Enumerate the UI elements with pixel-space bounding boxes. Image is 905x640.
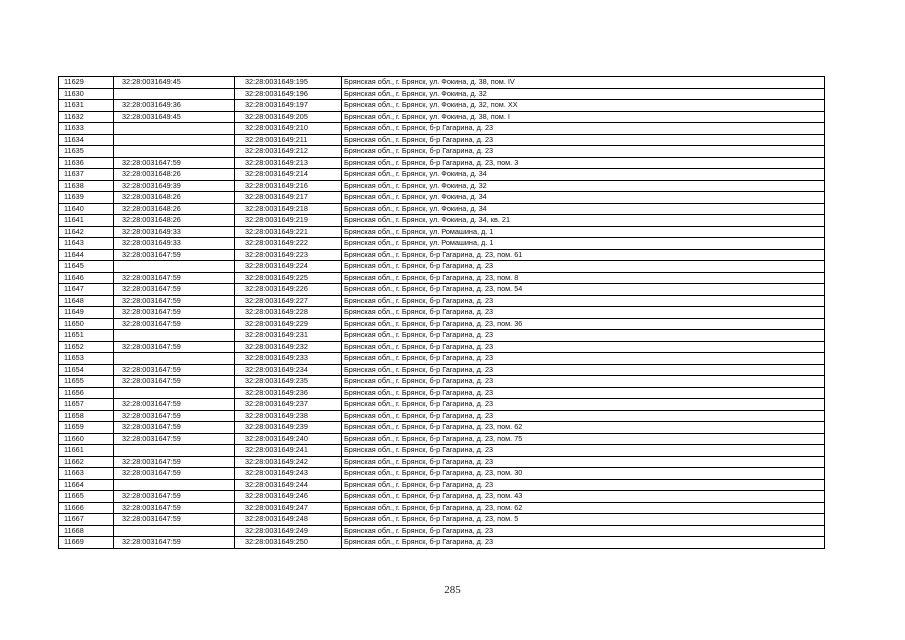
table-row — [59, 203, 825, 215]
previous-cadastral-number-cell: 32:28:0031647:59 — [114, 433, 235, 445]
row-number-cell: 11667 — [59, 514, 114, 526]
address-cell: Брянская обл., г. Брянск, б-р Гагарина, д. 23, пом. 54 — [342, 284, 825, 296]
row-number-cell: 11635 — [59, 146, 114, 158]
previous-cadastral-number-cell: 32:28:0031647:59 — [114, 502, 235, 514]
cadastral-number-cell: 32:28:0031649:234 — [235, 364, 342, 376]
previous-cadastral-number-cell: 32:28:0031647:59 — [114, 410, 235, 422]
row-number-cell: 11662 — [59, 456, 114, 468]
page-number: 285 — [444, 584, 461, 596]
cadastral-number-cell: 32:28:0031649:239 — [235, 422, 342, 434]
table-row — [59, 456, 825, 468]
table-row — [59, 387, 825, 399]
cadastral-number-cell: 32:28:0031649:211 — [235, 134, 342, 146]
cadastral-number-cell: 32:28:0031649:231 — [235, 330, 342, 342]
row-number-cell: 11647 — [59, 284, 114, 296]
row-number-cell: 11631 — [59, 100, 114, 112]
previous-cadastral-number-cell: 32:28:0031647:59 — [114, 514, 235, 526]
registry-table — [58, 76, 825, 549]
table-row — [59, 364, 825, 376]
address-cell: Брянская обл., г. Брянск, б-р Гагарина, д. 23 — [342, 307, 825, 319]
previous-cadastral-number-cell: 32:28:0031647:59 — [114, 249, 235, 261]
cadastral-number-cell: 32:28:0031649:249 — [235, 525, 342, 537]
address-cell: Брянская обл., г. Брянск, б-р Гагарина, д. 23, пом. 8 — [342, 272, 825, 284]
cadastral-number-cell: 32:28:0031649:225 — [235, 272, 342, 284]
cadastral-number-cell: 32:28:0031649:248 — [235, 514, 342, 526]
previous-cadastral-number-cell: 32:28:0031647:59 — [114, 307, 235, 319]
previous-cadastral-number-cell: 32:28:0031648:26 — [114, 169, 235, 181]
cadastral-number-cell: 32:28:0031649:240 — [235, 433, 342, 445]
row-number-cell: 11643 — [59, 238, 114, 250]
previous-cadastral-number-cell: 32:28:0031649:39 — [114, 180, 235, 192]
address-cell: Брянская обл., г. Брянск, ул. Ромашина, д. 1 — [342, 226, 825, 238]
previous-cadastral-number-cell: 32:28:0031647:59 — [114, 456, 235, 468]
row-number-cell: 11645 — [59, 261, 114, 273]
address-cell: Брянская обл., г. Брянск, б-р Гагарина, д. 23 — [342, 261, 825, 273]
row-number-cell: 11663 — [59, 468, 114, 480]
address-cell: Брянская обл., г. Брянск, б-р Гагарина, д. 23 — [342, 134, 825, 146]
address-cell: Брянская обл., г. Брянск, б-р Гагарина, д. 23 — [342, 341, 825, 353]
address-cell: Брянская обл., г. Брянск, ул. Фокина, д. 38, пом. I — [342, 111, 825, 123]
address-cell: Брянская обл., г. Брянск, б-р Гагарина, д. 23 — [342, 295, 825, 307]
cadastral-number-cell: 32:28:0031649:219 — [235, 215, 342, 227]
previous-cadastral-number-cell — [114, 387, 235, 399]
cadastral-number-cell: 32:28:0031649:224 — [235, 261, 342, 273]
row-number-cell: 11653 — [59, 353, 114, 365]
address-cell: Брянская обл., г. Брянск, б-р Гагарина, д. 23 — [342, 525, 825, 537]
address-cell: Брянская обл., г. Брянск, б-р Гагарина, д. 23 — [342, 456, 825, 468]
cadastral-number-cell: 32:28:0031649:214 — [235, 169, 342, 181]
address-cell: Брянская обл., г. Брянск, б-р Гагарина, д. 23 — [342, 364, 825, 376]
cadastral-number-cell: 32:28:0031649:213 — [235, 157, 342, 169]
cadastral-number-cell: 32:28:0031649:247 — [235, 502, 342, 514]
cadastral-number-cell: 32:28:0031649:216 — [235, 180, 342, 192]
address-cell: Брянская обл., г. Брянск, б-р Гагарина, д. 23, пом. 62 — [342, 502, 825, 514]
table-row — [59, 180, 825, 192]
address-cell: Брянская обл., г. Брянск, б-р Гагарина, д. 23 — [342, 410, 825, 422]
address-cell: Брянская обл., г. Брянск, б-р Гагарина, д. 23, пом. 62 — [342, 422, 825, 434]
cadastral-number-cell: 32:28:0031649:246 — [235, 491, 342, 503]
address-cell: Брянская обл., г. Брянск, б-р Гагарина, д. 23 — [342, 353, 825, 365]
row-number-cell: 11638 — [59, 180, 114, 192]
previous-cadastral-number-cell: 32:28:0031647:59 — [114, 157, 235, 169]
cadastral-number-cell: 32:28:0031649:221 — [235, 226, 342, 238]
previous-cadastral-number-cell: 32:28:0031647:59 — [114, 376, 235, 388]
address-cell: Брянская обл., г. Брянск, б-р Гагарина, д. 23 — [342, 399, 825, 411]
cadastral-number-cell: 32:28:0031649:236 — [235, 387, 342, 399]
table-row — [59, 468, 825, 480]
previous-cadastral-number-cell: 32:28:0031649:45 — [114, 111, 235, 123]
cadastral-number-cell: 32:28:0031649:233 — [235, 353, 342, 365]
cadastral-number-cell: 32:28:0031649:238 — [235, 410, 342, 422]
cadastral-number-cell: 32:28:0031649:212 — [235, 146, 342, 158]
address-cell: Брянская обл., г. Брянск, б-р Гагарина, д. 23 — [342, 387, 825, 399]
table-row — [59, 525, 825, 537]
row-number-cell: 11654 — [59, 364, 114, 376]
previous-cadastral-number-cell: 32:28:0031647:59 — [114, 318, 235, 330]
row-number-cell: 11641 — [59, 215, 114, 227]
address-cell: Брянская обл., г. Брянск, ул. Фокина, д. 34 — [342, 192, 825, 204]
row-number-cell: 11644 — [59, 249, 114, 261]
previous-cadastral-number-cell — [114, 146, 235, 158]
table-row — [59, 491, 825, 503]
address-cell: Брянская обл., г. Брянск, б-р Гагарина, д. 23, пом. 5 — [342, 514, 825, 526]
row-number-cell: 11652 — [59, 341, 114, 353]
address-cell: Брянская обл., г. Брянск, б-р Гагарина, д. 23, пом. 30 — [342, 468, 825, 480]
address-cell: Брянская обл., г. Брянск, б-р Гагарина, д. 23, пом. 61 — [342, 249, 825, 261]
table-row — [59, 295, 825, 307]
cadastral-number-cell: 32:28:0031649:232 — [235, 341, 342, 353]
table-row — [59, 249, 825, 261]
row-number-cell: 11666 — [59, 502, 114, 514]
previous-cadastral-number-cell: 32:28:0031648:26 — [114, 203, 235, 215]
row-number-cell: 11664 — [59, 479, 114, 491]
previous-cadastral-number-cell — [114, 88, 235, 100]
table-row — [59, 502, 825, 514]
row-number-cell: 11633 — [59, 123, 114, 135]
table-row — [59, 169, 825, 181]
previous-cadastral-number-cell: 32:28:0031647:59 — [114, 341, 235, 353]
previous-cadastral-number-cell: 32:28:0031647:59 — [114, 272, 235, 284]
address-cell: Брянская обл., г. Брянск, б-р Гагарина, д. 23 — [342, 146, 825, 158]
cadastral-number-cell: 32:28:0031649:223 — [235, 249, 342, 261]
table-row — [59, 307, 825, 319]
address-cell: Брянская обл., г. Брянск, ул. Фокина, д. 32, пом. XX — [342, 100, 825, 112]
address-cell: Брянская обл., г. Брянск, б-р Гагарина, д. 23, пом. 43 — [342, 491, 825, 503]
cadastral-number-cell: 32:28:0031649:210 — [235, 123, 342, 135]
cadastral-number-cell: 32:28:0031649:241 — [235, 445, 342, 457]
cadastral-number-cell: 32:28:0031649:229 — [235, 318, 342, 330]
cadastral-number-cell: 32:28:0031649:222 — [235, 238, 342, 250]
address-cell: Брянская обл., г. Брянск, б-р Гагарина, д. 23, пом. 36 — [342, 318, 825, 330]
row-number-cell: 11658 — [59, 410, 114, 422]
table-row — [59, 77, 825, 89]
previous-cadastral-number-cell: 32:28:0031647:59 — [114, 295, 235, 307]
table-row — [59, 284, 825, 296]
address-cell: Брянская обл., г. Брянск, б-р Гагарина, д. 23 — [342, 123, 825, 135]
table-row — [59, 100, 825, 112]
address-cell: Брянская обл., г. Брянск, ул. Фокина, д. 32 — [342, 180, 825, 192]
previous-cadastral-number-cell — [114, 525, 235, 537]
row-number-cell: 11637 — [59, 169, 114, 181]
table-row — [59, 88, 825, 100]
address-cell: Брянская обл., г. Брянск, ул. Фокина, д. 34, кв. 21 — [342, 215, 825, 227]
table-row — [59, 192, 825, 204]
previous-cadastral-number-cell: 32:28:0031648:26 — [114, 215, 235, 227]
cadastral-number-cell: 32:28:0031649:228 — [235, 307, 342, 319]
previous-cadastral-number-cell — [114, 445, 235, 457]
table-row — [59, 353, 825, 365]
table-row — [59, 123, 825, 135]
address-cell: Брянская обл., г. Брянск, ул. Фокина, д. 38, пом. IV — [342, 77, 825, 89]
row-number-cell: 11660 — [59, 433, 114, 445]
table-row — [59, 111, 825, 123]
table-row — [59, 146, 825, 158]
table-row — [59, 330, 825, 342]
previous-cadastral-number-cell: 32:28:0031649:33 — [114, 238, 235, 250]
table-row — [59, 433, 825, 445]
address-cell: Брянская обл., г. Брянск, б-р Гагарина, д. 23 — [342, 376, 825, 388]
cadastral-number-cell: 32:28:0031649:197 — [235, 100, 342, 112]
table-row — [59, 376, 825, 388]
table-row — [59, 445, 825, 457]
previous-cadastral-number-cell: 32:28:0031647:59 — [114, 491, 235, 503]
address-cell: Брянская обл., г. Брянск, б-р Гагарина, д. 23 — [342, 330, 825, 342]
address-cell: Брянская обл., г. Брянск, б-р Гагарина, д. 23 — [342, 537, 825, 549]
previous-cadastral-number-cell — [114, 123, 235, 135]
previous-cadastral-number-cell — [114, 479, 235, 491]
table-row — [59, 134, 825, 146]
table-row — [59, 157, 825, 169]
row-number-cell: 11650 — [59, 318, 114, 330]
cadastral-number-cell: 32:28:0031649:250 — [235, 537, 342, 549]
row-number-cell: 11656 — [59, 387, 114, 399]
row-number-cell: 11629 — [59, 77, 114, 89]
table-row — [59, 537, 825, 549]
row-number-cell: 11634 — [59, 134, 114, 146]
cadastral-number-cell: 32:28:0031649:218 — [235, 203, 342, 215]
row-number-cell: 11651 — [59, 330, 114, 342]
cadastral-number-cell: 32:28:0031649:217 — [235, 192, 342, 204]
previous-cadastral-number-cell: 32:28:0031647:59 — [114, 399, 235, 411]
table-row — [59, 318, 825, 330]
previous-cadastral-number-cell: 32:28:0031648:26 — [114, 192, 235, 204]
address-cell: Брянская обл., г. Брянск, б-р Гагарина, д. 23, пом. 3 — [342, 157, 825, 169]
row-number-cell: 11661 — [59, 445, 114, 457]
row-number-cell: 11665 — [59, 491, 114, 503]
table-row — [59, 479, 825, 491]
previous-cadastral-number-cell — [114, 330, 235, 342]
row-number-cell: 11657 — [59, 399, 114, 411]
previous-cadastral-number-cell: 32:28:0031647:59 — [114, 364, 235, 376]
previous-cadastral-number-cell — [114, 134, 235, 146]
cadastral-number-cell: 32:28:0031649:237 — [235, 399, 342, 411]
previous-cadastral-number-cell: 32:28:0031649:45 — [114, 77, 235, 89]
address-cell: Брянская обл., г. Брянск, ул. Фокина, д. 32 — [342, 88, 825, 100]
table-row — [59, 341, 825, 353]
row-number-cell: 11659 — [59, 422, 114, 434]
address-cell: Брянская обл., г. Брянск, ул. Ромашина, д. 1 — [342, 238, 825, 250]
table-row — [59, 238, 825, 250]
previous-cadastral-number-cell: 32:28:0031647:59 — [114, 284, 235, 296]
cadastral-number-cell: 32:28:0031649:243 — [235, 468, 342, 480]
table-row — [59, 399, 825, 411]
registry-table-body — [59, 77, 825, 549]
previous-cadastral-number-cell: 32:28:0031647:59 — [114, 468, 235, 480]
previous-cadastral-number-cell: 32:28:0031647:59 — [114, 422, 235, 434]
row-number-cell: 11636 — [59, 157, 114, 169]
table-row — [59, 410, 825, 422]
previous-cadastral-number-cell: 32:28:0031649:33 — [114, 226, 235, 238]
row-number-cell: 11669 — [59, 537, 114, 549]
address-cell: Брянская обл., г. Брянск, б-р Гагарина, д. 23 — [342, 479, 825, 491]
address-cell: Брянская обл., г. Брянск, ул. Фокина, д. 34 — [342, 169, 825, 181]
table-row — [59, 226, 825, 238]
previous-cadastral-number-cell: 32:28:0031647:59 — [114, 537, 235, 549]
row-number-cell: 11655 — [59, 376, 114, 388]
row-number-cell: 11646 — [59, 272, 114, 284]
table-row — [59, 514, 825, 526]
cadastral-number-cell: 32:28:0031649:227 — [235, 295, 342, 307]
row-number-cell: 11668 — [59, 525, 114, 537]
address-cell: Брянская обл., г. Брянск, ул. Фокина, д. 34 — [342, 203, 825, 215]
row-number-cell: 11640 — [59, 203, 114, 215]
row-number-cell: 11642 — [59, 226, 114, 238]
table-row — [59, 272, 825, 284]
table-row — [59, 261, 825, 273]
address-cell: Брянская обл., г. Брянск, б-р Гагарина, д. 23, пом. 75 — [342, 433, 825, 445]
cadastral-number-cell: 32:28:0031649:196 — [235, 88, 342, 100]
cadastral-number-cell: 32:28:0031649:226 — [235, 284, 342, 296]
table-row — [59, 422, 825, 434]
row-number-cell: 11632 — [59, 111, 114, 123]
previous-cadastral-number-cell: 32:28:0031649:36 — [114, 100, 235, 112]
cadastral-number-cell: 32:28:0031649:244 — [235, 479, 342, 491]
previous-cadastral-number-cell — [114, 353, 235, 365]
table-row — [59, 215, 825, 227]
row-number-cell: 11630 — [59, 88, 114, 100]
row-number-cell: 11649 — [59, 307, 114, 319]
cadastral-number-cell: 32:28:0031649:235 — [235, 376, 342, 388]
cadastral-number-cell: 32:28:0031649:205 — [235, 111, 342, 123]
row-number-cell: 11639 — [59, 192, 114, 204]
previous-cadastral-number-cell — [114, 261, 235, 273]
cadastral-number-cell: 32:28:0031649:242 — [235, 456, 342, 468]
address-cell: Брянская обл., г. Брянск, б-р Гагарина, д. 23 — [342, 445, 825, 457]
row-number-cell: 11648 — [59, 295, 114, 307]
cadastral-number-cell: 32:28:0031649:195 — [235, 77, 342, 89]
